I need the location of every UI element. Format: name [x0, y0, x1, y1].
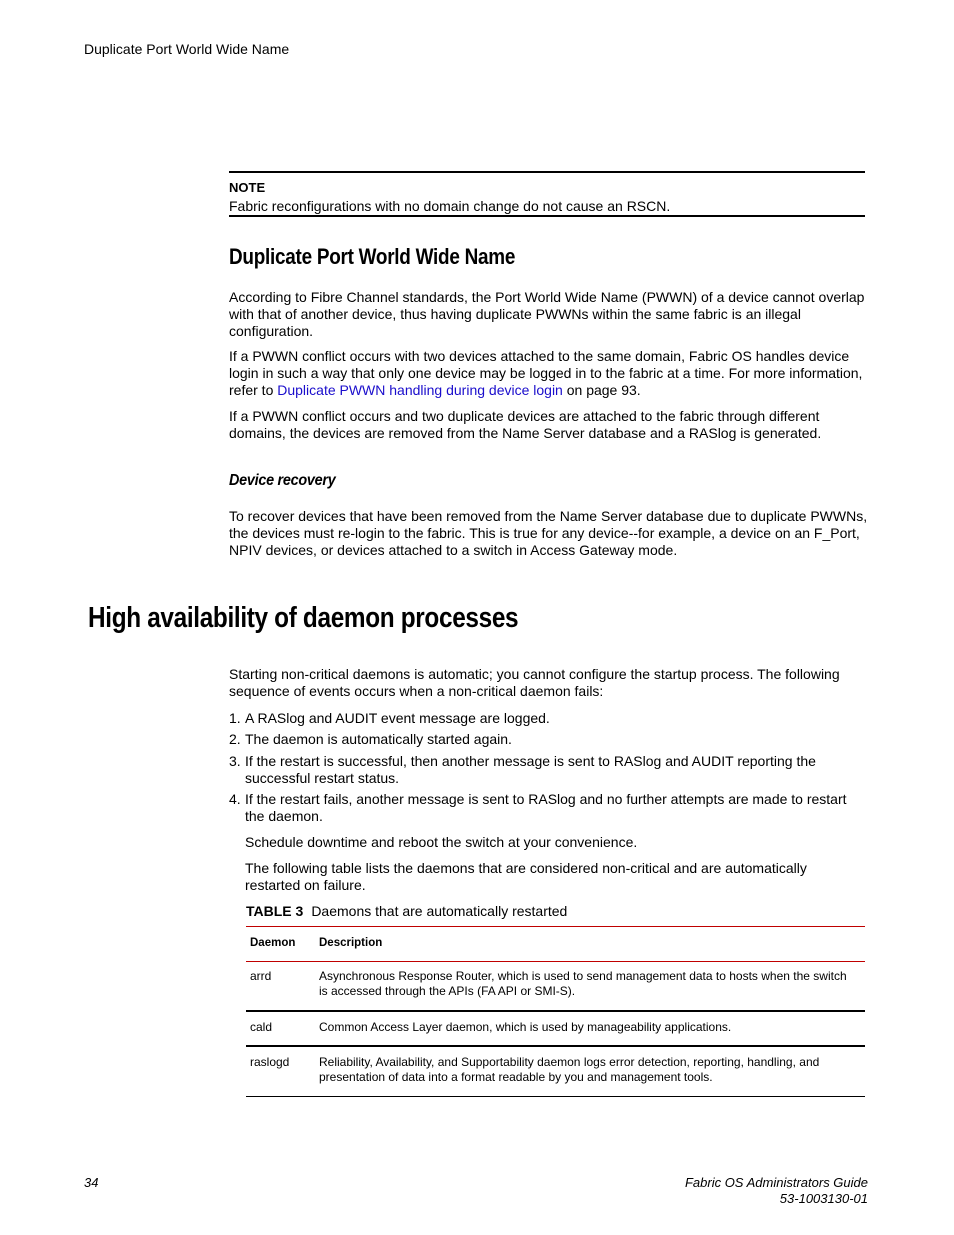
table-row-rule [246, 1045, 865, 1047]
footer-doc-info [685, 1175, 868, 1207]
ha-intro: Starting non-critical daemons is automatic; you cannot configure the startup process. The following sequence of events occurs when a non-critical daemon fails: [229, 666, 840, 699]
pwwn-paragraph-2 [229, 348, 869, 399]
table-cell-daemon: arrd [250, 969, 272, 983]
table-cell-daemon: raslogd [250, 1055, 290, 1069]
table-caption-label: TABLE 3 [246, 903, 304, 919]
table-cell-daemon: cald [250, 1020, 273, 1034]
table-caption-text: Daemons that are automatically restarted [311, 903, 568, 919]
running-header: Duplicate Port World Wide Name [84, 41, 290, 57]
list-item-number: 2. [229, 731, 241, 747]
page-number: 34 [84, 1175, 99, 1190]
list-item [229, 710, 869, 727]
schedule-note: Schedule downtime and reboot the switch at your convenience. [245, 834, 638, 850]
table-header-description: Description [319, 937, 383, 949]
list-item-number: 3. [229, 753, 241, 769]
chapter-heading-ha: High availability of daemon processes [88, 602, 519, 634]
recovery-paragraph: To recover devices that have been removed from the Name Server database due to duplicate PWWNs, the devices must re-login to the fabric. This is true for any device--for example, a device on an F_Port, NPIV devices, or devices attached to a switch in Access Gateway mode. [229, 508, 868, 558]
list-item-text: If the restart fails, another message is sent to RASlog and no further attempts are made to restart the daemon. [245, 791, 847, 824]
footer-doc-number: 53-1003130-01 [779, 1191, 868, 1206]
list-item-number: 1. [229, 710, 241, 726]
list-item [229, 753, 869, 787]
note-text: Fabric reconfigurations with no domain change do not cause an RSCN. [229, 198, 671, 214]
table-caption [246, 903, 567, 919]
list-item-number: 4. [229, 791, 241, 807]
pwwn-p2-text-before: If a PWWN conflict occurs with two devices attached to the same domain, Fabric OS handles device login in such a way that only one device may be logged in to the fabric at a time. For more information, refer to [229, 348, 863, 398]
list-item [229, 791, 869, 825]
pwwn-handling-link[interactable]: Duplicate PWWN handling during device login [277, 382, 563, 398]
note-box [229, 171, 865, 217]
note-label: NOTE [229, 180, 266, 195]
table-bottom-rule [246, 1096, 865, 1097]
table-top-rule [246, 926, 865, 927]
table-header-rule [246, 961, 865, 962]
pwwn-paragraph-3: If a PWWN conflict occurs and two duplicate devices are attached to the fabric through different domains, the devices are removed from the Name Server database and a RASlog is generated. [229, 408, 822, 441]
list-item-text: A RASlog and AUDIT event message are logged. [245, 710, 550, 726]
footer-doc-title: Fabric OS Administrators Guide [684, 1175, 868, 1190]
table-cell-description: Common Access Layer daemon, which is used by manageability applications. [319, 1020, 732, 1034]
list-item-text: If the restart is successful, then another message is sent to RASlog and AUDIT reporting the successful restart status. [245, 753, 816, 786]
table-cell-description: Asynchronous Response Router, which is used to send management data to hosts when the switch is accessed through the APIs (FA API or SMI-S). [319, 969, 847, 998]
table-cell-description: Reliability, Availability, and Supportability daemon logs error detection, reporting, handling, and presentation of data into a format readable by you and management tools. [319, 1055, 820, 1084]
table-row-rule [246, 1010, 865, 1012]
subsection-heading-recovery: Device recovery [229, 472, 336, 489]
table-header-daemon: Daemon [250, 937, 296, 949]
table-intro: The following table lists the daemons that are considered non-critical and are automatically restarted on failure. [245, 860, 807, 893]
pwwn-paragraph-1: According to Fibre Channel standards, the Port World Wide Name (PWWN) of a device cannot overlap with that of another device, thus having duplicate PWWNs within the same fabric is an illegal configuration. [229, 289, 865, 339]
section-heading-pwwn: Duplicate Port World Wide Name [229, 244, 516, 269]
pwwn-p2-text-after: on page 93. [562, 382, 641, 398]
list-item-text: The daemon is automatically started again. [245, 731, 512, 747]
list-item [229, 731, 869, 748]
